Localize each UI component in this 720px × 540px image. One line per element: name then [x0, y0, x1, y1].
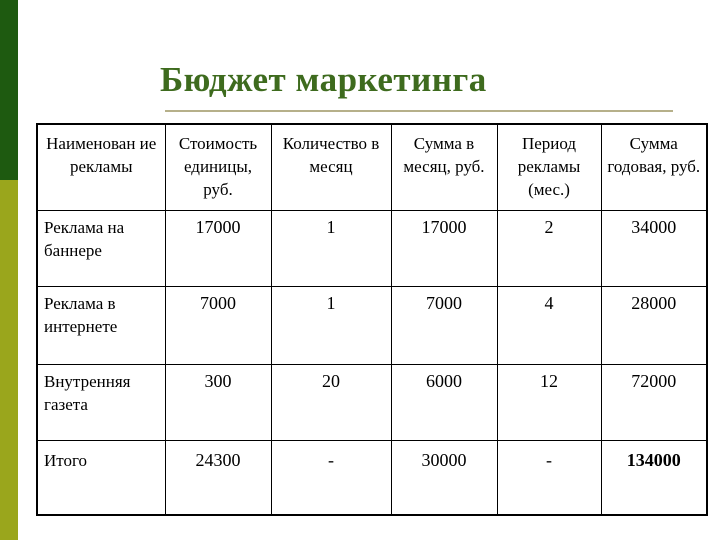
table-cell: 6000: [391, 365, 497, 441]
grand-total-cell: 134000: [601, 441, 707, 516]
table-cell: 7000: [165, 287, 271, 365]
table-cell: Итого: [37, 441, 165, 516]
sidebar-accent: [0, 0, 18, 540]
table-cell: 72000: [601, 365, 707, 441]
table-cell: -: [497, 441, 601, 516]
table-cell: 24300: [165, 441, 271, 516]
table-cell: Реклама в интернете: [37, 287, 165, 365]
table-header-row: [37, 124, 707, 211]
table-cell: 7000: [391, 287, 497, 365]
sidebar-accent-top: [0, 0, 18, 180]
table-row: [37, 287, 707, 365]
header-cell-period: Период рекламы (мес.): [497, 124, 601, 211]
header-cell-annual-sum: Сумма годовая, руб.: [601, 124, 707, 211]
table-cell: 28000: [601, 287, 707, 365]
header-cell-quantity: Количество в месяц: [271, 124, 391, 211]
table-cell: Реклама на баннере: [37, 211, 165, 287]
table-row: [37, 211, 707, 287]
table-cell: 17000: [391, 211, 497, 287]
header-cell-name: Наименован ие рекламы: [46, 134, 157, 176]
table-cell: 4: [497, 287, 601, 365]
table-row-total: [37, 441, 707, 516]
table-cell: 12: [497, 365, 601, 441]
table-cell: 2: [497, 211, 601, 287]
table-cell: 20: [271, 365, 391, 441]
table-cell: 1: [271, 287, 391, 365]
table-cell: -: [271, 441, 391, 516]
budget-table: [36, 123, 708, 516]
table-cell: Внутренняя газета: [37, 365, 165, 441]
table-cell: 30000: [391, 441, 497, 516]
header-cell-unit-cost: Стоимость единицы, руб.: [165, 124, 271, 211]
table-row: [37, 365, 707, 441]
table-cell: 17000: [165, 211, 271, 287]
sidebar-accent-bottom: [0, 180, 18, 540]
header-cell-monthly-sum: Сумма в месяц, руб.: [391, 124, 497, 211]
table-cell: 300: [165, 365, 271, 441]
page-title: Бюджет маркетинга: [160, 60, 487, 99]
table-cell: 1: [271, 211, 391, 287]
title-underline: [165, 110, 673, 112]
table-cell: 34000: [601, 211, 707, 287]
